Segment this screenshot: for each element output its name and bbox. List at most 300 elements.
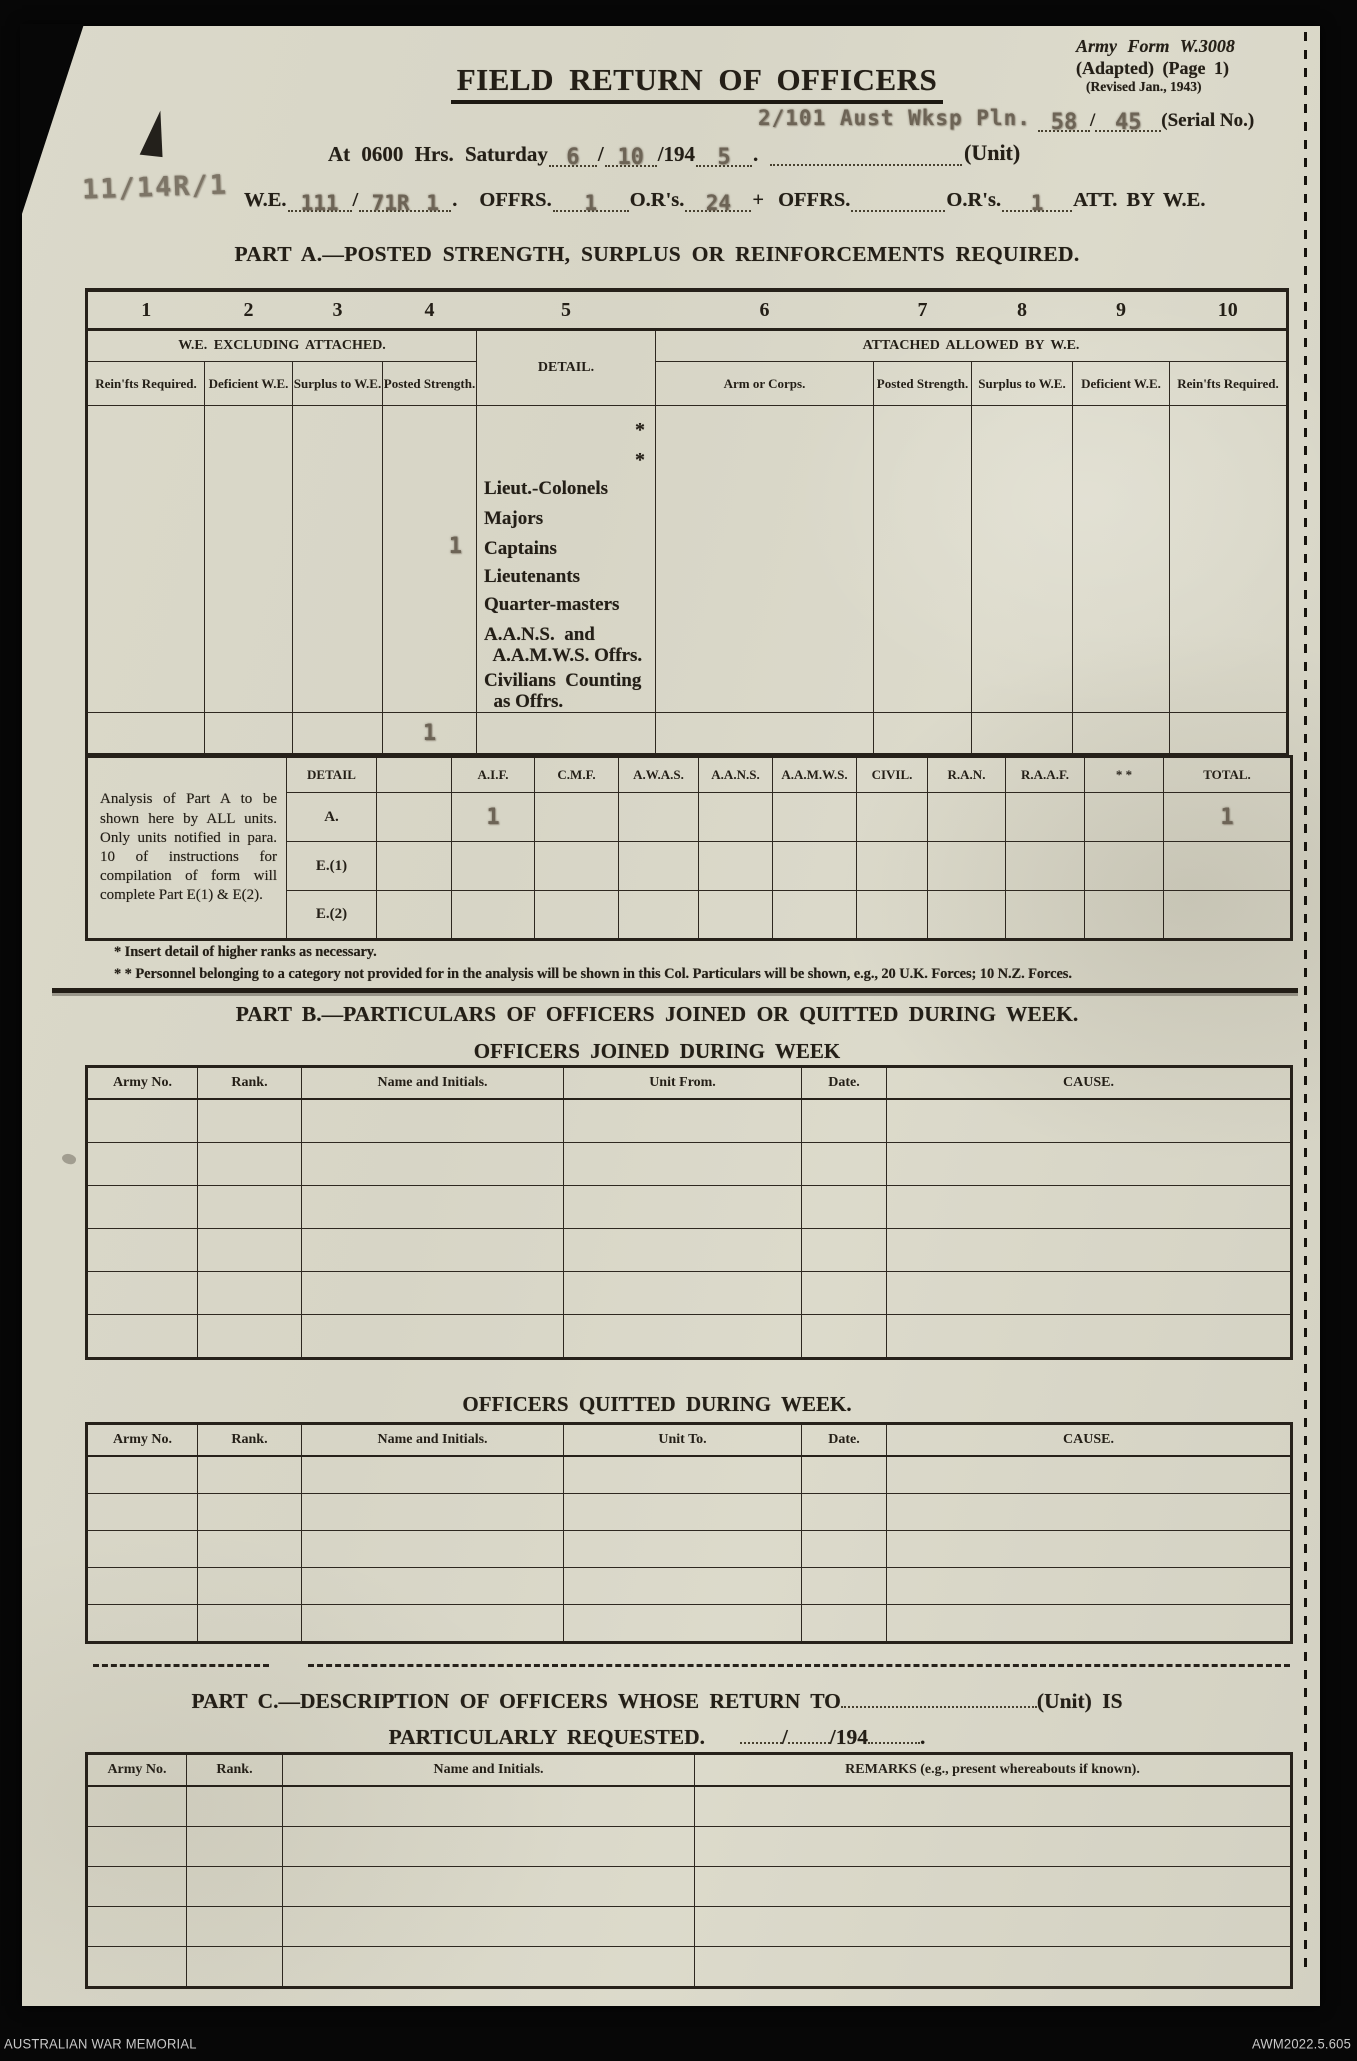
officers-joined-table bbox=[85, 1065, 1293, 1360]
cell bbox=[198, 1229, 302, 1272]
offrs-field bbox=[553, 188, 629, 215]
cell bbox=[802, 1568, 887, 1605]
cell bbox=[87, 1827, 187, 1867]
analysis-instruction-note: Analysis of Part A to be shown here by ALL units. Only units notified in para. 10 of instructions for compilation of form will complete Part E(1) & E(2). bbox=[87, 757, 287, 940]
analysis-a-cmf bbox=[535, 793, 619, 842]
body-cell-posted-strength bbox=[383, 406, 477, 713]
joined-col-name: Name and Initials. bbox=[302, 1067, 564, 1100]
officers-quitted-table bbox=[85, 1422, 1293, 1644]
perforation-dashed-line bbox=[1304, 32, 1307, 1970]
offrs-label: OFFRS. bbox=[479, 189, 552, 211]
cell bbox=[198, 1494, 302, 1531]
cell bbox=[87, 1456, 198, 1494]
cell bbox=[283, 1786, 695, 1827]
cell bbox=[198, 1143, 302, 1186]
analysis-a-raaf bbox=[1006, 793, 1085, 842]
serial-value-1: 58 bbox=[1050, 110, 1078, 135]
cell bbox=[887, 1143, 1292, 1186]
serial-field-2 bbox=[1095, 110, 1161, 135]
month-value: 10 bbox=[617, 145, 644, 170]
quitted-col-name: Name and Initials. bbox=[302, 1424, 564, 1457]
ink-mark-triangle bbox=[140, 109, 168, 157]
cell bbox=[802, 1186, 887, 1229]
unit-line bbox=[770, 140, 1020, 166]
subheader-deficient-we-att: Deficient W.E. bbox=[1073, 362, 1170, 406]
part-c-header-row bbox=[87, 1754, 1292, 1787]
part-c-empty-row bbox=[87, 1786, 1292, 1827]
analysis-e2-cell bbox=[619, 891, 699, 940]
analysis-a-aamws bbox=[773, 793, 857, 842]
part-c-year-printed: /194 bbox=[829, 1725, 869, 1749]
col-number: 8 bbox=[972, 290, 1073, 330]
rank-civilians-line2: as Offrs. bbox=[484, 691, 564, 712]
joined-header-row bbox=[87, 1067, 1292, 1100]
cell bbox=[564, 1568, 802, 1605]
joined-col-date: Date. bbox=[802, 1067, 887, 1100]
quitted-header-row bbox=[87, 1424, 1292, 1457]
cell bbox=[887, 1186, 1292, 1229]
cell bbox=[887, 1531, 1292, 1568]
cell bbox=[802, 1315, 887, 1359]
cell bbox=[564, 1605, 802, 1643]
total-cell-col1 bbox=[87, 713, 205, 755]
analysis-e1-cell bbox=[699, 842, 773, 891]
part-c-year-field bbox=[868, 1722, 920, 1744]
offrs-value: 1 bbox=[584, 191, 598, 215]
ors-label: O.R's. bbox=[629, 189, 685, 211]
analysis-row-a-label: A. bbox=[287, 793, 377, 842]
analysis-col-raaf: R.A.A.F. bbox=[1006, 757, 1085, 793]
col-number: 2 bbox=[205, 290, 293, 330]
analysis-col-total: TOTAL. bbox=[1164, 757, 1292, 793]
analysis-e1-cell bbox=[452, 842, 535, 891]
offrs2-label: OFFRS. bbox=[778, 189, 851, 211]
analysis-e1-cell bbox=[1006, 842, 1085, 891]
cell bbox=[564, 1531, 802, 1568]
part-c-col-rank: Rank. bbox=[187, 1754, 283, 1787]
analysis-e2-cell bbox=[535, 891, 619, 940]
cell bbox=[302, 1531, 564, 1568]
day-field bbox=[549, 143, 597, 170]
analysis-col-aif: A.I.F. bbox=[452, 757, 535, 793]
dashed-separator-left bbox=[93, 1664, 269, 1667]
body-cell-col8 bbox=[972, 406, 1073, 713]
quitted-empty-row bbox=[87, 1456, 1292, 1494]
analysis-row-e1-label: E.(1) bbox=[287, 842, 377, 891]
section-divider-rule bbox=[52, 988, 1298, 993]
part-c-col-remarks: REMARKS (e.g., present whereabouts if known). bbox=[695, 1754, 1292, 1787]
we-value-1: 111 bbox=[300, 191, 339, 215]
subheader-posted-strength-att: Posted Strength. bbox=[874, 362, 972, 406]
date-line bbox=[328, 142, 759, 170]
cell bbox=[87, 1907, 187, 1947]
scanned-form-page bbox=[22, 26, 1320, 2006]
serial-slash: / bbox=[1090, 110, 1096, 131]
analysis-e2-cell bbox=[928, 891, 1006, 940]
cell bbox=[87, 1099, 198, 1143]
cell bbox=[564, 1143, 802, 1186]
cell bbox=[198, 1531, 302, 1568]
detail-column-header: DETAIL. bbox=[477, 330, 656, 406]
cell bbox=[802, 1229, 887, 1272]
cell bbox=[695, 1786, 1292, 1827]
cell bbox=[802, 1143, 887, 1186]
ors2-label: O.R's. bbox=[946, 189, 1002, 211]
cell bbox=[187, 1786, 283, 1827]
col-number: 6 bbox=[656, 290, 874, 330]
rank-aans-line1: A.A.N.S. and bbox=[484, 624, 595, 645]
analysis-e1-cell bbox=[535, 842, 619, 891]
analysis-e2-cell bbox=[1085, 891, 1164, 940]
analysis-col-civil: CIVIL. bbox=[857, 757, 928, 793]
footnote-double-star: * * Personnel belonging to a category not provided for in the analysis will be shown in this Col. Particulars will be shown, e.g., 20 U.K. Forces; 10 N.Z. Forces. bbox=[114, 965, 1072, 982]
cell bbox=[695, 1947, 1292, 1988]
joined-empty-row bbox=[87, 1272, 1292, 1315]
cell bbox=[887, 1456, 1292, 1494]
analysis-col-cmf: C.M.F. bbox=[535, 757, 619, 793]
analysis-e1-cell bbox=[773, 842, 857, 891]
total-cell-posted-strength bbox=[383, 713, 477, 755]
cell bbox=[802, 1531, 887, 1568]
day-value: 6 bbox=[566, 145, 580, 170]
cell bbox=[564, 1315, 802, 1359]
analysis-detail-header: DETAIL bbox=[287, 757, 377, 793]
subheader-reinfts-required-att: Rein'fts Required. bbox=[1170, 362, 1288, 406]
subheader-surplus-we-att: Surplus to W.E. bbox=[972, 362, 1073, 406]
dashed-separator-right bbox=[308, 1664, 1290, 1667]
group-header-attached-allowed: ATTACHED ALLOWED BY W.E. bbox=[656, 330, 1288, 362]
rank-captains: Captains bbox=[484, 538, 557, 559]
part-b-heading: PART B.—PARTICULARS OF OFFICERS JOINED OR QUITTED DURING WEEK. bbox=[235, 1002, 1079, 1026]
month-field bbox=[605, 143, 657, 170]
serial-value-2: 45 bbox=[1115, 110, 1142, 135]
part-a-table bbox=[85, 288, 1289, 756]
analysis-e1-cell bbox=[619, 842, 699, 891]
analysis-e2-cell bbox=[452, 891, 535, 940]
offrs2-field bbox=[851, 188, 945, 212]
total-cell-col6 bbox=[656, 713, 874, 755]
analysis-e2-cell bbox=[773, 891, 857, 940]
col-number: 1 bbox=[87, 290, 205, 330]
analysis-e2-cell bbox=[857, 891, 928, 940]
cell bbox=[87, 1272, 198, 1315]
cell bbox=[87, 1568, 198, 1605]
footnote-single-star: * Insert detail of higher ranks as necessary. bbox=[114, 944, 377, 960]
subheader-deficient-we: Deficient W.E. bbox=[205, 362, 293, 406]
analysis-a-blank bbox=[377, 793, 452, 842]
total-posted-strength-value: 1 bbox=[422, 720, 437, 746]
cell bbox=[87, 1605, 198, 1643]
joined-empty-row bbox=[87, 1099, 1292, 1143]
analysis-a-awas bbox=[619, 793, 699, 842]
quitted-empty-row bbox=[87, 1605, 1292, 1643]
joined-empty-row bbox=[87, 1229, 1292, 1272]
analysis-e2-cell bbox=[1006, 891, 1085, 940]
att-by-we-label: ATT. BY W.E. bbox=[1073, 189, 1206, 211]
analysis-e1-cell bbox=[857, 842, 928, 891]
date-period: . bbox=[753, 142, 759, 166]
joined-empty-row bbox=[87, 1315, 1292, 1359]
part-c-col-name: Name and Initials. bbox=[283, 1754, 695, 1787]
cell bbox=[564, 1494, 802, 1531]
analysis-row-e2-label: E.(2) bbox=[287, 891, 377, 940]
cell bbox=[198, 1315, 302, 1359]
form-adapted-page: (Adapted) (Page 1) bbox=[1076, 57, 1229, 78]
total-cell-col7 bbox=[874, 713, 972, 755]
cell bbox=[802, 1456, 887, 1494]
subheader-reinfts-required: Rein'fts Required. bbox=[87, 362, 205, 406]
we-field-2 bbox=[359, 188, 451, 215]
analysis-col-aans: A.A.N.S. bbox=[699, 757, 773, 793]
cell bbox=[198, 1605, 302, 1643]
cell bbox=[302, 1315, 564, 1359]
cell bbox=[887, 1568, 1292, 1605]
quitted-empty-row bbox=[87, 1494, 1292, 1531]
year-field bbox=[696, 143, 752, 170]
archive-caption-right: AWM2022.5.605 bbox=[1252, 2035, 1351, 2052]
cell bbox=[302, 1605, 564, 1643]
body-cell-col10 bbox=[1170, 406, 1288, 713]
cell bbox=[87, 1867, 187, 1907]
cell bbox=[87, 1143, 198, 1186]
unit-label: (Unit) bbox=[964, 140, 1021, 165]
body-cell-col2 bbox=[205, 406, 293, 713]
analysis-col-aamws: A.A.M.W.S. bbox=[773, 757, 857, 793]
body-cell-col7 bbox=[874, 406, 972, 713]
joined-col-unit-from: Unit From. bbox=[564, 1067, 802, 1100]
part-a-heading: PART A.—POSTED STRENGTH, SURPLUS OR REINFORCEMENTS REQUIRED. bbox=[234, 242, 1080, 266]
analysis-col-other: * * bbox=[1085, 757, 1164, 793]
col-number: 4 bbox=[383, 290, 477, 330]
cell bbox=[87, 1186, 198, 1229]
form-reference-block bbox=[1076, 36, 1316, 95]
joined-col-rank: Rank. bbox=[198, 1067, 302, 1100]
quitted-col-cause: CAUSE. bbox=[887, 1424, 1292, 1457]
joined-empty-row bbox=[87, 1186, 1292, 1229]
ors-value: 24 bbox=[705, 191, 732, 215]
analysis-e1-cell bbox=[377, 842, 452, 891]
quitted-empty-row bbox=[87, 1531, 1292, 1568]
form-revision: (Revised Jan., 1943) bbox=[1086, 79, 1202, 95]
year-printed: /194 bbox=[657, 142, 696, 166]
we-period: . bbox=[452, 189, 458, 211]
analysis-a-aif: 1 bbox=[452, 793, 535, 842]
cell bbox=[564, 1186, 802, 1229]
part-c-heading-line2 bbox=[22, 1722, 1292, 1750]
part-c-day-field bbox=[740, 1722, 782, 1744]
cell bbox=[695, 1827, 1292, 1867]
cell bbox=[564, 1099, 802, 1143]
cell bbox=[887, 1229, 1292, 1272]
part-c-requested-label: PARTICULARLY REQUESTED. bbox=[388, 1725, 706, 1749]
analysis-e2-cell bbox=[377, 891, 452, 940]
cell bbox=[564, 1229, 802, 1272]
rank-lieut-colonels: Lieut.-Colonels bbox=[484, 478, 609, 499]
cell bbox=[283, 1907, 695, 1947]
part-c-unit-label: (Unit) IS bbox=[1036, 1689, 1123, 1713]
rank-aamws-line2: A.A.M.W.S. Offrs. bbox=[484, 645, 643, 666]
ors2-field bbox=[1002, 188, 1072, 215]
officers-quitted-title: OFFICERS QUITTED DURING WEEK. bbox=[462, 1392, 852, 1416]
cell bbox=[887, 1315, 1292, 1359]
we-label: W.E. bbox=[244, 189, 287, 211]
subheader-arm-or-corps: Arm or Corps. bbox=[656, 362, 874, 406]
officers-joined-title: OFFICERS JOINED DURING WEEK bbox=[473, 1039, 841, 1063]
part-c-heading-line1 bbox=[22, 1686, 1292, 1714]
unit-name-typed: 2/101 Aust Wksp Pln. bbox=[758, 106, 1031, 130]
plus-sign: + bbox=[752, 189, 765, 211]
quitted-col-army-no: Army No. bbox=[87, 1424, 198, 1457]
serial-number-row bbox=[1038, 110, 1255, 135]
rank-lieutenants: Lieutenants bbox=[484, 566, 581, 587]
we-field-1 bbox=[288, 188, 352, 215]
total-cell-col8 bbox=[972, 713, 1073, 755]
cell bbox=[302, 1229, 564, 1272]
ink-smudge bbox=[61, 1152, 78, 1167]
analysis-col-ran: R.A.N. bbox=[928, 757, 1006, 793]
cell bbox=[283, 1827, 695, 1867]
captains-posted-strength-value: 1 bbox=[448, 534, 462, 559]
rank-civilians-line1: Civilians Counting bbox=[484, 670, 642, 691]
ors2-value: 1 bbox=[1030, 191, 1044, 215]
footnote-star-2: * bbox=[635, 449, 645, 471]
cell bbox=[198, 1186, 302, 1229]
part-c-empty-row bbox=[87, 1907, 1292, 1947]
rank-quarter-masters: Quarter-masters bbox=[484, 594, 620, 615]
analysis-a-other bbox=[1085, 793, 1164, 842]
col-number: 9 bbox=[1073, 290, 1170, 330]
detail-rank-list-cell bbox=[477, 406, 656, 713]
joined-col-army-no: Army No. bbox=[87, 1067, 198, 1100]
cell bbox=[302, 1272, 564, 1315]
part-c-empty-row bbox=[87, 1947, 1292, 1988]
cell bbox=[887, 1099, 1292, 1143]
group-header-excluding-attached: W.E. EXCLUDING ATTACHED. bbox=[87, 330, 477, 362]
year-value: 5 bbox=[717, 145, 731, 170]
cell bbox=[695, 1867, 1292, 1907]
cell bbox=[187, 1947, 283, 1988]
quitted-col-unit-to: Unit To. bbox=[564, 1424, 802, 1457]
archive-caption-left: AUSTRALIAN WAR MEMORIAL bbox=[4, 2035, 197, 2052]
cell bbox=[887, 1494, 1292, 1531]
analysis-a-aans bbox=[699, 793, 773, 842]
analysis-e1-cell bbox=[1164, 842, 1292, 891]
col-number: 10 bbox=[1170, 290, 1288, 330]
cell bbox=[802, 1605, 887, 1643]
we-value-2: 71R 1 bbox=[371, 191, 439, 215]
part-c-period: . bbox=[920, 1725, 926, 1749]
cell bbox=[187, 1867, 283, 1907]
part-c-unit-field bbox=[841, 1686, 1037, 1708]
total-cell-detail bbox=[477, 713, 656, 755]
cell bbox=[887, 1605, 1292, 1643]
cell bbox=[564, 1456, 802, 1494]
cell bbox=[802, 1494, 887, 1531]
subheader-surplus-we: Surplus to W.E. bbox=[293, 362, 383, 406]
col-number: 5 bbox=[477, 290, 656, 330]
body-cell-col1 bbox=[87, 406, 205, 713]
cell bbox=[302, 1494, 564, 1531]
rank-majors: Majors bbox=[484, 508, 544, 529]
total-cell-col2 bbox=[205, 713, 293, 755]
torn-corner bbox=[20, 24, 84, 220]
cell bbox=[802, 1272, 887, 1315]
part-c-empty-row bbox=[87, 1867, 1292, 1907]
quitted-empty-row bbox=[87, 1568, 1292, 1605]
column-number-row bbox=[87, 290, 1288, 330]
analysis-col-awas: A.W.A.S. bbox=[619, 757, 699, 793]
part-c-month-field bbox=[788, 1722, 830, 1744]
cell bbox=[87, 1229, 198, 1272]
footnote-star-1: * bbox=[635, 419, 645, 441]
analysis-e2-cell bbox=[699, 891, 773, 940]
quitted-col-rank: Rank. bbox=[198, 1424, 302, 1457]
part-c-slash: / bbox=[781, 1725, 788, 1749]
part-c-empty-row bbox=[87, 1827, 1292, 1867]
date-slash: / bbox=[597, 142, 604, 166]
cell bbox=[564, 1272, 802, 1315]
cell bbox=[198, 1568, 302, 1605]
footnotes-block bbox=[114, 942, 1072, 986]
cell bbox=[87, 1531, 198, 1568]
date-prefix: At 0600 Hrs. Saturday bbox=[328, 142, 548, 166]
cell bbox=[187, 1907, 283, 1947]
cell bbox=[302, 1568, 564, 1605]
we-strength-line bbox=[244, 188, 1206, 215]
body-cell-col3 bbox=[293, 406, 383, 713]
joined-empty-row bbox=[87, 1143, 1292, 1186]
cell bbox=[887, 1272, 1292, 1315]
analysis-a-civil bbox=[857, 793, 928, 842]
analysis-a-ran bbox=[928, 793, 1006, 842]
cell bbox=[198, 1456, 302, 1494]
cell bbox=[283, 1947, 695, 1988]
body-cell-col9 bbox=[1073, 406, 1170, 713]
subheader-posted-strength: Posted Strength. bbox=[383, 362, 477, 406]
cell bbox=[187, 1827, 283, 1867]
serial-label: (Serial No.) bbox=[1161, 110, 1255, 131]
cell bbox=[302, 1099, 564, 1143]
joined-col-cause: CAUSE. bbox=[887, 1067, 1292, 1100]
analysis-blank-header bbox=[377, 757, 452, 793]
unit-field bbox=[770, 142, 962, 166]
analysis-e1-cell bbox=[928, 842, 1006, 891]
analysis-a-total: 1 bbox=[1164, 793, 1292, 842]
quitted-col-date: Date. bbox=[802, 1424, 887, 1457]
col-number: 7 bbox=[874, 290, 972, 330]
cell bbox=[87, 1494, 198, 1531]
col-number: 3 bbox=[293, 290, 383, 330]
page-title: FIELD RETURN OF OFFICERS bbox=[342, 62, 1052, 98]
we-slash: / bbox=[352, 189, 359, 211]
part-c-col-army-no: Army No. bbox=[87, 1754, 187, 1787]
cell bbox=[198, 1099, 302, 1143]
body-cell-arm-or-corps bbox=[656, 406, 874, 713]
ors-field bbox=[685, 188, 751, 215]
analysis-table bbox=[85, 755, 1293, 941]
analysis-e1-cell bbox=[1085, 842, 1164, 891]
cell bbox=[87, 1947, 187, 1988]
cell bbox=[87, 1315, 198, 1359]
pencil-annotation: 11/14R/1 bbox=[81, 169, 229, 206]
form-number: Army Form W.3008 bbox=[1076, 36, 1235, 56]
cell bbox=[695, 1907, 1292, 1947]
cell bbox=[302, 1143, 564, 1186]
cell bbox=[198, 1272, 302, 1315]
cell bbox=[302, 1186, 564, 1229]
total-cell-col10 bbox=[1170, 713, 1288, 755]
analysis-e2-cell bbox=[1164, 891, 1292, 940]
